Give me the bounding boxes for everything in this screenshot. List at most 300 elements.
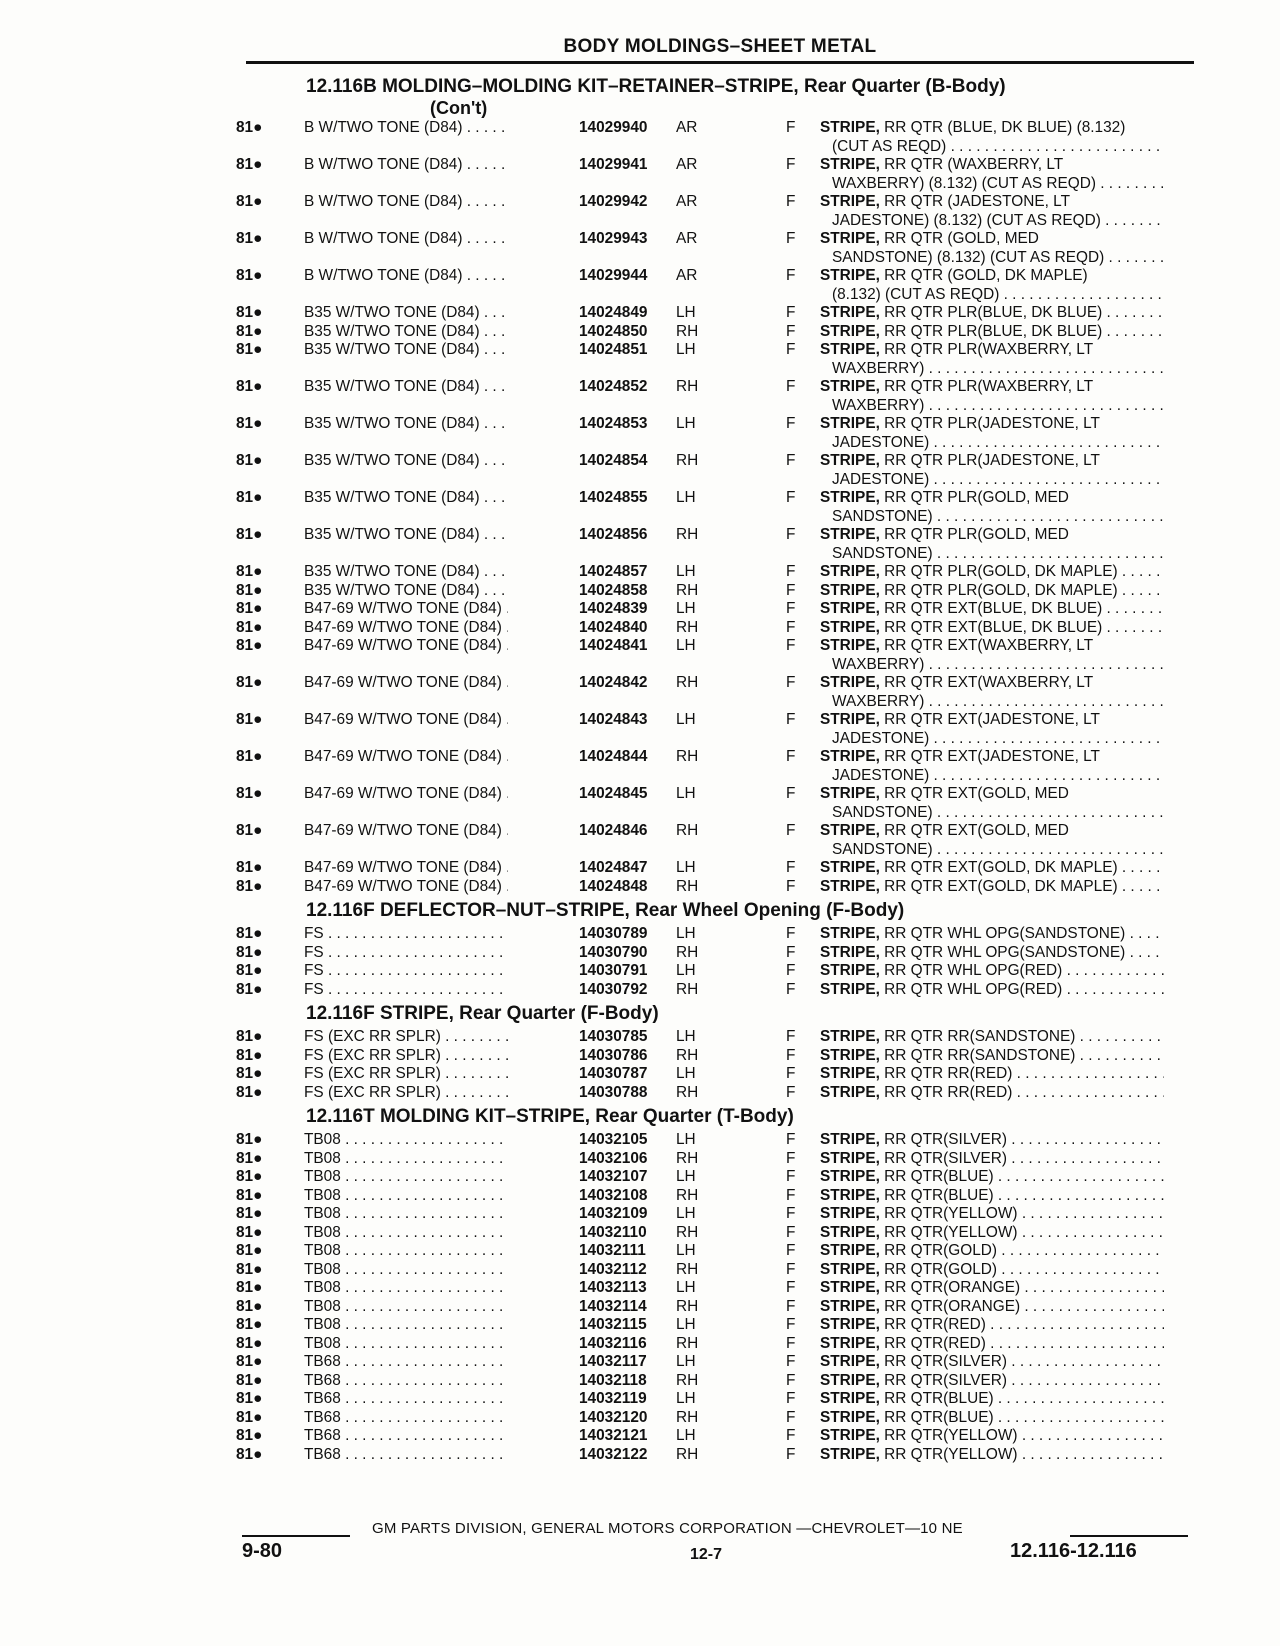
table-row — [236, 674, 1196, 711]
description-line — [820, 563, 1164, 582]
description-line — [820, 804, 1164, 823]
description-label: STRIPE, — [820, 526, 880, 543]
model-application: TB68 . . . — [304, 1353, 508, 1372]
description-line — [820, 175, 1164, 194]
description-line — [820, 859, 1164, 878]
model-application: B47-69 W/TWO TONE (D84) . . . — [304, 711, 508, 730]
side-designation: LH — [676, 637, 696, 654]
parts-listing — [236, 72, 1196, 1464]
description-text: RR QTR EXT(GOLD, MED — [884, 822, 1069, 839]
model-application: TB08 . . . — [304, 1131, 508, 1150]
parts-flag: F — [786, 1083, 796, 1101]
description-text: RR QTR RR(SANDSTONE) — [884, 1028, 1076, 1045]
description-line — [820, 378, 1164, 397]
section-title: 12.116T MOLDING KIT–STRIPE, Rear Quarter (T-Body) — [306, 1106, 794, 1127]
description-text: RR QTR(YELLOW) — [884, 1427, 1018, 1444]
section-title: 12.116F DEFLECTOR–NUT–STRIPE, Rear Wheel Opening (F-Body) — [306, 900, 905, 921]
description-text: SANDSTONE) — [832, 507, 933, 525]
table-row — [236, 1084, 1196, 1103]
parts-flag: F — [786, 230, 796, 247]
table-row — [236, 1150, 1196, 1169]
side-designation: AR — [676, 193, 698, 210]
description-label: STRIPE, — [820, 156, 880, 173]
description-line — [820, 156, 1164, 175]
description-line — [820, 1298, 1164, 1317]
description-line — [820, 693, 1164, 712]
table-row — [236, 711, 1196, 748]
model-application: FS (EXC RR SPLR) . . . — [304, 1084, 508, 1103]
description-line — [820, 619, 1164, 638]
description-label: STRIPE, — [820, 674, 880, 691]
description-line — [820, 1131, 1164, 1150]
description-line — [820, 656, 1164, 675]
description-line — [820, 1168, 1164, 1187]
part-number: 14032122 — [576, 1446, 647, 1465]
model-application: TB68 . . . — [304, 1446, 508, 1465]
part-description — [820, 1224, 1164, 1243]
description-text: WAXBERRY) — [832, 396, 925, 414]
table-row — [236, 859, 1196, 878]
description-line — [820, 822, 1164, 841]
description-label: STRIPE, — [820, 1028, 880, 1045]
model-application: B W/TWO TONE (D84) . . . — [304, 267, 508, 286]
description-line — [820, 526, 1164, 545]
side-designation: RH — [676, 748, 699, 765]
description-line — [820, 1409, 1164, 1428]
parts-flag: F — [786, 1316, 796, 1333]
description-text: RR QTR EXT(WAXBERRY, LT — [884, 674, 1094, 691]
catalog-code: 81● — [236, 452, 263, 469]
description-text: (CUT AS REQD) — [832, 137, 947, 155]
description-line — [820, 1335, 1164, 1354]
description-text: RR QTR EXT(GOLD, MED — [884, 785, 1069, 802]
description-line — [820, 267, 1164, 286]
section-title: 12.116B MOLDING–MOLDING KIT–RETAINER–STRIPE, Rear Quarter (B-Body) — [306, 76, 1006, 97]
section-block — [236, 1106, 1196, 1464]
description-text: RR QTR PLR(BLUE, DK BLUE) — [884, 322, 1103, 340]
parts-flag: F — [786, 119, 796, 136]
description-line — [820, 434, 1164, 453]
catalog-code: 81● — [236, 1131, 263, 1148]
part-number: 14024847 — [576, 859, 647, 878]
parts-flag: F — [786, 1065, 796, 1082]
catalog-code: 81● — [236, 489, 263, 506]
parts-flag: F — [786, 304, 796, 321]
parts-flag: F — [786, 1205, 796, 1222]
description-line — [820, 471, 1164, 490]
description-line — [820, 841, 1164, 860]
model-application: FS . . . — [304, 981, 508, 1000]
parts-flag: F — [786, 1279, 796, 1296]
part-number: 14024858 — [576, 582, 647, 601]
description-label: STRIPE, — [820, 1279, 880, 1296]
catalog-code: 81● — [236, 415, 263, 432]
side-designation: LH — [676, 962, 696, 979]
description-text: (8.132) (CUT AS REQD) — [832, 285, 1000, 303]
part-number: 14024856 — [576, 526, 647, 545]
table-row — [236, 962, 1196, 981]
part-description — [820, 1427, 1164, 1446]
description-text: RR QTR(BLUE) — [884, 1168, 994, 1185]
table-row — [236, 1409, 1196, 1428]
side-designation: LH — [676, 489, 696, 506]
description-line — [820, 637, 1164, 656]
model-application: B47-69 W/TWO TONE (D84) . . . — [304, 748, 508, 767]
part-description — [820, 711, 1164, 748]
part-description — [820, 1187, 1164, 1206]
description-line — [820, 1205, 1164, 1224]
catalog-code: 81● — [236, 1260, 263, 1278]
model-application: B47-69 W/TWO TONE (D84) . . . — [304, 822, 508, 841]
description-line — [820, 1261, 1164, 1280]
description-line — [820, 397, 1164, 416]
part-number: 14024844 — [576, 748, 647, 767]
description-text: WAXBERRY) — [832, 692, 925, 710]
description-text: RR QTR EXT(GOLD, DK MAPLE) — [884, 877, 1118, 895]
table-row — [236, 1446, 1196, 1465]
description-text: RR QTR (GOLD, DK MAPLE) — [884, 267, 1088, 284]
description-label: STRIPE, — [820, 962, 880, 979]
description-line — [820, 230, 1164, 249]
side-designation: LH — [676, 1242, 696, 1259]
table-row — [236, 1261, 1196, 1280]
description-line — [820, 878, 1164, 897]
table-row — [236, 944, 1196, 963]
part-description — [820, 748, 1164, 785]
part-number: 14024848 — [576, 878, 647, 897]
side-designation: RH — [676, 452, 699, 469]
side-designation: RH — [676, 1297, 699, 1315]
parts-flag: F — [786, 193, 796, 210]
side-designation: LH — [676, 1065, 696, 1082]
part-description — [820, 785, 1164, 822]
table-row — [236, 489, 1196, 526]
parts-flag: F — [786, 378, 796, 395]
table-row — [236, 925, 1196, 944]
catalog-code: 81● — [236, 980, 263, 998]
table-row — [236, 1065, 1196, 1084]
catalog-code: 81● — [236, 304, 263, 321]
description-text: JADESTONE) — [832, 729, 930, 747]
table-row — [236, 822, 1196, 859]
side-designation: LH — [676, 1168, 696, 1185]
description-label: STRIPE, — [820, 785, 880, 802]
parts-flag: F — [786, 415, 796, 432]
part-number: 14024854 — [576, 452, 647, 471]
description-line — [820, 489, 1164, 508]
parts-flag: F — [786, 748, 796, 765]
side-designation: LH — [676, 1028, 696, 1045]
description-label: STRIPE, — [820, 1131, 880, 1148]
catalog-code: 81● — [236, 877, 263, 895]
description-text: RR QTR(ORANGE) — [884, 1279, 1021, 1296]
description-text: RR QTR PLR(GOLD, DK MAPLE) — [884, 563, 1118, 580]
description-label: STRIPE, — [820, 415, 880, 432]
table-row — [236, 1372, 1196, 1391]
model-application: B35 W/TWO TONE (D84) . . . — [304, 452, 508, 471]
description-text: RR QTR(SILVER) — [884, 1131, 1008, 1148]
footer-section-range: 12.116-12.116 — [1010, 1540, 1137, 1562]
catalog-code: 81● — [236, 267, 263, 284]
part-number: 14032112 — [576, 1261, 647, 1280]
description-label: STRIPE, — [820, 1445, 880, 1463]
parts-flag: F — [786, 859, 796, 876]
table-row — [236, 193, 1196, 230]
catalog-code: 81● — [236, 1297, 263, 1315]
part-description — [820, 1028, 1164, 1047]
description-label: STRIPE, — [820, 877, 880, 895]
description-text: RR QTR EXT(JADESTONE, LT — [884, 748, 1100, 765]
description-label: STRIPE, — [820, 1353, 880, 1370]
description-line — [820, 785, 1164, 804]
parts-flag: F — [786, 1131, 796, 1148]
model-application: FS (EXC RR SPLR) . . . — [304, 1065, 508, 1084]
part-description — [820, 378, 1164, 415]
side-designation: LH — [676, 415, 696, 432]
description-label: STRIPE, — [820, 489, 880, 506]
catalog-code: 81● — [236, 1279, 263, 1296]
parts-flag: F — [786, 962, 796, 979]
table-row — [236, 1353, 1196, 1372]
model-application: TB08 . . . — [304, 1224, 508, 1243]
part-description — [820, 526, 1164, 563]
description-label: STRIPE, — [820, 980, 880, 998]
description-text: RR QTR(YELLOW) — [884, 1223, 1018, 1241]
side-designation: LH — [676, 711, 696, 728]
side-designation: LH — [676, 600, 696, 617]
part-number: 14024850 — [576, 323, 647, 342]
catalog-code: 81● — [236, 785, 263, 802]
description-line — [820, 1187, 1164, 1206]
side-designation: RH — [676, 1083, 699, 1101]
description-line — [820, 925, 1164, 944]
description-text: WAXBERRY) — [832, 359, 925, 377]
parts-flag: F — [786, 452, 796, 469]
footer-corporation: GM PARTS DIVISION, GENERAL MOTORS CORPORATION —CHEVROLET—10 NE — [372, 1520, 963, 1537]
table-row — [236, 119, 1196, 156]
model-application: B35 W/TWO TONE (D84) . . . — [304, 304, 508, 323]
parts-flag: F — [786, 674, 796, 691]
part-description — [820, 1353, 1164, 1372]
catalog-code: 81● — [236, 748, 263, 765]
parts-flag: F — [786, 581, 796, 599]
model-application: B47-69 W/TWO TONE (D84) . . . — [304, 600, 508, 619]
description-text: RR QTR PLR(GOLD, MED — [884, 489, 1069, 506]
part-number: 14029943 — [576, 230, 647, 249]
part-number: 14030787 — [576, 1065, 647, 1084]
part-description — [820, 304, 1164, 323]
model-application: TB68 . . . — [304, 1409, 508, 1428]
description-line — [820, 1316, 1164, 1335]
part-number: 14024851 — [576, 341, 647, 360]
parts-flag: F — [786, 1260, 796, 1278]
catalog-code: 81● — [236, 1083, 263, 1101]
description-label: STRIPE, — [820, 822, 880, 839]
table-row — [236, 1224, 1196, 1243]
part-description — [820, 981, 1164, 1000]
catalog-code: 81● — [236, 711, 263, 728]
part-description — [820, 1261, 1164, 1280]
catalog-code: 81● — [236, 1427, 263, 1444]
description-label: STRIPE, — [820, 119, 880, 136]
catalog-code: 81● — [236, 1334, 263, 1352]
description-line — [820, 119, 1164, 138]
part-number: 14032119 — [576, 1390, 647, 1409]
title-rule — [246, 61, 1194, 64]
description-label: STRIPE, — [820, 193, 880, 210]
table-row — [236, 378, 1196, 415]
description-text: RR QTR (WAXBERRY, LT — [884, 156, 1064, 173]
part-description — [820, 156, 1164, 193]
catalog-code: 81● — [236, 600, 263, 617]
catalog-code: 81● — [236, 1168, 263, 1185]
part-number: 14029944 — [576, 267, 647, 286]
model-application: TB08 . . . — [304, 1335, 508, 1354]
description-text: RR QTR RR(SANDSTONE) — [884, 1046, 1076, 1064]
part-number: 14032106 — [576, 1150, 647, 1169]
description-text: RR QTR PLR(WAXBERRY, LT — [884, 378, 1094, 395]
model-application: TB08 . . . — [304, 1316, 508, 1335]
model-application: TB08 . . . — [304, 1279, 508, 1298]
description-text: RR QTR EXT(JADESTONE, LT — [884, 711, 1100, 728]
part-number: 14029942 — [576, 193, 647, 212]
model-application: B W/TWO TONE (D84) . . . — [304, 193, 508, 212]
description-label: STRIPE, — [820, 1046, 880, 1064]
description-line — [820, 193, 1164, 212]
table-row — [236, 600, 1196, 619]
model-application: TB08 . . . — [304, 1242, 508, 1261]
model-application: FS (EXC RR SPLR) . . . — [304, 1047, 508, 1066]
model-application: B47-69 W/TWO TONE (D84) . . . — [304, 785, 508, 804]
footer-rule-right — [1070, 1535, 1188, 1537]
description-label: STRIPE, — [820, 1242, 880, 1259]
description-line — [820, 1084, 1164, 1103]
description-label: STRIPE, — [820, 1260, 880, 1278]
part-number: 14024841 — [576, 637, 647, 656]
description-line — [820, 1390, 1164, 1409]
part-description — [820, 1409, 1164, 1428]
part-description — [820, 341, 1164, 378]
description-line — [820, 962, 1164, 981]
description-text: JADESTONE) — [832, 470, 930, 488]
side-designation: LH — [676, 1131, 696, 1148]
description-label: STRIPE, — [820, 563, 880, 580]
model-application: FS . . . — [304, 925, 508, 944]
table-row — [236, 1187, 1196, 1206]
description-text: RR QTR (BLUE, DK BLUE) (8.132) — [884, 119, 1126, 136]
description-label: STRIPE, — [820, 1223, 880, 1241]
table-row — [236, 619, 1196, 638]
part-description — [820, 267, 1164, 304]
description-text: SANDSTONE) — [832, 544, 933, 562]
parts-flag: F — [786, 1186, 796, 1204]
parts-flag: F — [786, 322, 796, 340]
description-line — [820, 1353, 1164, 1372]
parts-flag: F — [786, 785, 796, 802]
part-number: 14030789 — [576, 925, 647, 944]
catalog-code: 81● — [236, 1046, 263, 1064]
part-description — [820, 582, 1164, 601]
description-text: RR QTR(YELLOW) — [884, 1445, 1018, 1463]
description-line — [820, 508, 1164, 527]
description-line — [820, 286, 1164, 305]
catalog-code: 81● — [236, 859, 263, 876]
description-text: RR QTR(SILVER) — [884, 1371, 1008, 1389]
model-application: B35 W/TWO TONE (D84) . . . — [304, 323, 508, 342]
part-description — [820, 1047, 1164, 1066]
part-number: 14030792 — [576, 981, 647, 1000]
description-text: RR QTR WHL OPG(SANDSTONE) — [884, 925, 1126, 942]
side-designation: RH — [676, 980, 699, 998]
description-line — [820, 748, 1164, 767]
catalog-code: 81● — [236, 943, 263, 961]
side-designation: RH — [676, 674, 699, 691]
description-text: RR QTR PLR(BLUE, DK BLUE) — [884, 304, 1103, 321]
side-designation: LH — [676, 1353, 696, 1370]
description-line — [820, 323, 1164, 342]
side-designation: LH — [676, 1390, 696, 1407]
description-label: STRIPE, — [820, 600, 880, 617]
part-number: 14032108 — [576, 1187, 647, 1206]
part-number: 14024849 — [576, 304, 647, 323]
parts-flag: F — [786, 341, 796, 358]
model-application: B47-69 W/TWO TONE (D84) . . . — [304, 859, 508, 878]
description-line — [820, 767, 1164, 786]
parts-flag: F — [786, 1390, 796, 1407]
side-designation: RH — [676, 1260, 699, 1278]
part-number: 14029940 — [576, 119, 647, 138]
part-description — [820, 1316, 1164, 1335]
model-application: TB08 . . . — [304, 1205, 508, 1224]
model-application: B35 W/TWO TONE (D84) . . . — [304, 378, 508, 397]
description-label: STRIPE, — [820, 1371, 880, 1389]
part-number: 14032118 — [576, 1372, 647, 1391]
part-number: 14029941 — [576, 156, 647, 175]
description-line — [820, 545, 1164, 564]
description-label: STRIPE, — [820, 452, 880, 469]
description-line — [820, 341, 1164, 360]
description-text: RR QTR(BLUE) — [884, 1186, 994, 1204]
part-description — [820, 193, 1164, 230]
part-description — [820, 1242, 1164, 1261]
catalog-code: 81● — [236, 1205, 263, 1222]
side-designation: LH — [676, 1279, 696, 1296]
part-description — [820, 637, 1164, 674]
description-line — [820, 674, 1164, 693]
description-text: SANDSTONE) — [832, 803, 933, 821]
catalog-code: 81● — [236, 526, 263, 543]
parts-flag: F — [786, 1334, 796, 1352]
part-number: 14032117 — [576, 1353, 647, 1372]
part-number: 14032107 — [576, 1168, 647, 1187]
catalog-code: 81● — [236, 322, 263, 340]
table-row — [236, 1279, 1196, 1298]
description-line — [820, 1427, 1164, 1446]
description-text: RR QTR PLR(GOLD, DK MAPLE) — [884, 581, 1118, 599]
description-line — [820, 212, 1164, 231]
catalog-code: 81● — [236, 563, 263, 580]
description-text: JADESTONE) — [832, 433, 930, 451]
part-number: 14024840 — [576, 619, 647, 638]
side-designation: RH — [676, 581, 699, 599]
catalog-code: 81● — [236, 1316, 263, 1333]
description-label: STRIPE, — [820, 1334, 880, 1352]
description-label: STRIPE, — [820, 711, 880, 728]
part-description — [820, 415, 1164, 452]
side-designation: LH — [676, 1316, 696, 1333]
part-description — [820, 962, 1164, 981]
description-line — [820, 944, 1164, 963]
